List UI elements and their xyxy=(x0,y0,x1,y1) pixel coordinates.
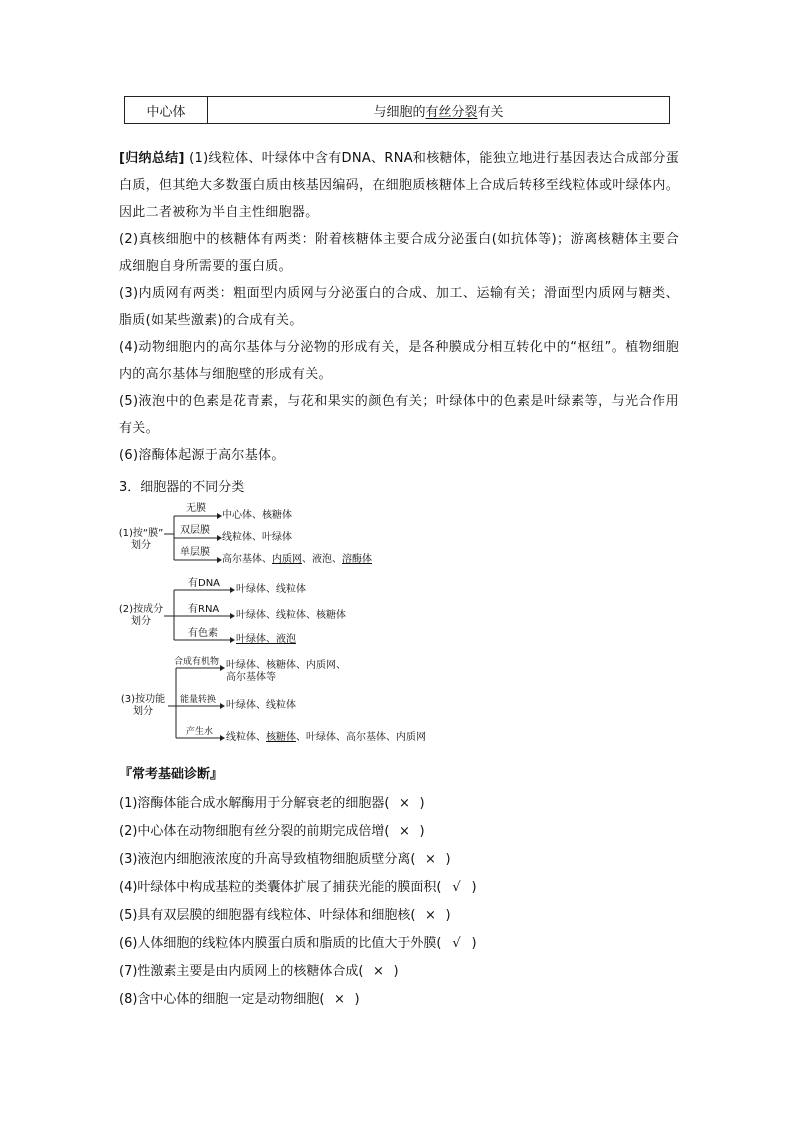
table-cell-organelle: 中心体 xyxy=(125,97,208,123)
group1-branch1-text: 中心体、核糖体 xyxy=(222,510,292,521)
group1-branch2-tag: 双层膜 xyxy=(180,525,210,536)
answer-mark: × xyxy=(425,908,436,923)
group1-branch3-text: 高尔基体、内质网、液泡、溶酶体 xyxy=(222,554,372,565)
classification-diagram xyxy=(112,500,432,750)
group2-branch2-text: 叶绿体、线粒体、核糖体 xyxy=(236,610,346,621)
group2-branch1-tag: 有DNA xyxy=(188,578,221,589)
function-underlined: 有丝分裂 xyxy=(425,104,478,120)
section-title: 3．细胞器的不同分类 xyxy=(119,480,245,495)
group3-branch3-text: 线粒体、核糖体、叶绿体、高尔基体、内质网 xyxy=(226,732,426,743)
list-item: (7)性激素主要是由内质网上的核糖体合成( × ) xyxy=(119,958,477,986)
table-cell-function xyxy=(208,97,669,123)
group2-branch3-tag: 有色素 xyxy=(188,628,218,639)
answer-mark: × xyxy=(425,852,436,867)
summary-item-5: (5)液泡中的色素是花青素，与花和果实的颜色有关；叶绿体中的色素是叶绿素等，与光合作用有关。 xyxy=(119,394,679,436)
group3-branch2-text: 叶绿体、线粒体 xyxy=(226,700,296,711)
group2-label: (2)按成分 划分 xyxy=(118,604,164,627)
answer-mark: × xyxy=(373,964,384,979)
summary-item-6: (6)溶酶体起源于高尔基体。 xyxy=(119,448,285,463)
list-item: (6)人体细胞的线粒体内膜蛋白质和脂质的比值大于外膜( √ ) xyxy=(119,930,477,958)
summary-item-2: (2)真核细胞中的核糖体有两类：附着核糖体主要合成分泌蛋白(如抗体等)；游离核糖体主要合成细胞自身所需要的蛋白质。 xyxy=(119,232,679,274)
group1-branch2-text: 线粒体、叶绿体 xyxy=(222,532,292,543)
summary-label: [归纳总结] xyxy=(119,151,185,166)
group2-branch3-text: 叶绿体、液泡 xyxy=(236,634,296,645)
function-prefix: 与细胞的 xyxy=(373,104,426,120)
list-item: (5)具有双层膜的细胞器有线粒体、叶绿体和细胞核( × ) xyxy=(119,902,477,930)
summary-section xyxy=(119,145,679,469)
group3-branch1-tag: 合成有机物 xyxy=(174,657,220,667)
summary-item-4: (4)动物细胞内的高尔基体与分泌物的形成有关，是各种膜成分相互转化中的“枢纽”。植物细胞内的高尔基体与细胞壁的形成有关。 xyxy=(119,340,679,382)
group3-branch1-text: 叶绿体、核糖体、内质网、 高尔基体等 xyxy=(226,660,346,683)
diagnosis-list xyxy=(119,790,477,1014)
answer-mark: √ xyxy=(452,936,461,951)
group2-branch1-text: 叶绿体、线粒体 xyxy=(236,584,306,595)
summary-item-1: [归纳总结] (1)线粒体、叶绿体中含有DNA、RNA和核糖体，能独立地进行基因表达合成部分蛋白质，但其绝大多数蛋白质由核基因编码，在细胞质核糖体上合成后转移至线粒体或叶绿体内。 因此二者被称为半自主性细胞器。 xyxy=(119,151,679,220)
list-item: (2)中心体在动物细胞有丝分裂的前期完成倍增( × ) xyxy=(119,818,477,846)
group3-branch2-tag: 能量转换 xyxy=(180,695,217,705)
list-item: (3)液泡内细胞液浓度的升高导致植物细胞质壁分离( × ) xyxy=(119,846,477,874)
group3-label: (3)按功能 划分 xyxy=(120,694,166,717)
diagnosis-heading: 『常考基础诊断』 xyxy=(119,767,224,782)
answer-mark: √ xyxy=(452,880,461,895)
group1-branch1-tag: 无膜 xyxy=(186,503,206,514)
list-item: (4)叶绿体中构成基粒的类囊体扩展了捕获光能的膜面积( √ ) xyxy=(119,874,477,902)
organelle-table-row xyxy=(124,96,670,124)
group1-label: (1)按“膜” 划分 xyxy=(118,528,164,551)
answer-mark: × xyxy=(399,824,410,839)
group3-branch3-tag: 产生水 xyxy=(186,727,214,737)
answer-mark: × xyxy=(334,992,345,1007)
group1-branch3-tag: 单层膜 xyxy=(180,547,210,558)
answer-mark: × xyxy=(399,796,410,811)
function-suffix: 有关 xyxy=(477,104,504,120)
list-item: (1)溶酶体能合成水解酶用于分解衰老的细胞器( × ) xyxy=(119,790,477,818)
list-item: (8)含中心体的细胞一定是动物细胞( × ) xyxy=(119,986,477,1014)
group2-branch2-tag: 有RNA xyxy=(188,604,220,615)
summary-item-3: (3)内质网有两类：粗面型内质网与分泌蛋白的合成、加工、运输有关；滑面型内质网与糖类、脂质(如某些激素)的合成有关。 xyxy=(119,286,679,328)
